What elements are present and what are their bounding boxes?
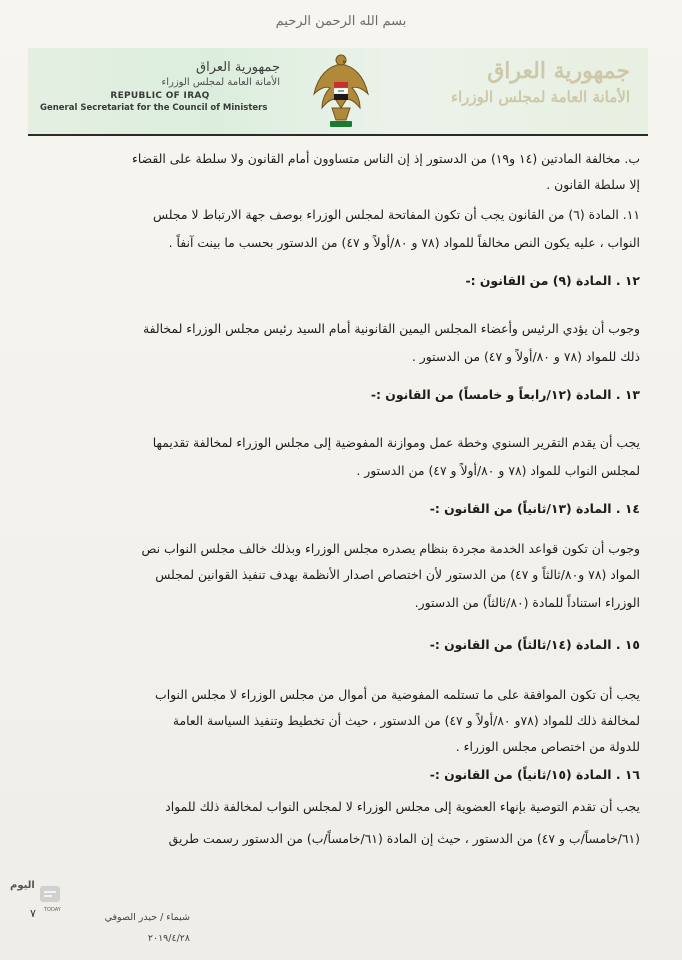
letterhead	[28, 48, 648, 136]
body-line: (٦١/خامساً/ب و ٤٧) من الدستور ، حيث إن المادة (٦١/خامساً/ب) من الدستور رسمت طريق	[168, 831, 640, 846]
section-heading: ١٣ . المادة (١٢/رابعاً و خامساً) من القانون :-	[370, 387, 640, 402]
body-line: لمجلس النواب للمواد (٧٨ و ٨٠/أولاً و ٤٧) من الدستور .	[356, 463, 640, 478]
body-line: للدولة من اختصاص مجلس الوزراء .	[455, 739, 640, 754]
letterhead-country-ar: جمهورية العراق	[196, 60, 280, 75]
section-heading: ١٦ . المادة (١٥/ثانياً) من القانون :-	[429, 767, 640, 782]
letterhead-country-en: REPUBLIC OF IRAQ	[110, 91, 210, 101]
body-line: وجوب أن تكون قواعد الخدمة مجردة بنظام يصدره مجلس الوزراء وبذلك خالف مجلس النواب نص	[141, 541, 640, 556]
letterhead-left	[40, 60, 280, 113]
body-line: الوزراء استناداً للمادة (٨٠/ثالثاً) من الدستور.	[414, 595, 640, 610]
letterhead-office-ar: الأمانة العامة لمجلس الوزراء	[161, 77, 280, 88]
basmala: بسم الله الرحمن الرحيم	[275, 14, 407, 29]
letterhead-right	[450, 58, 630, 106]
body-line: لمخالفة ذلك للمواد (٧٨و ٨٠/أولاً و ٤٧) من الدستور ، حيث أن تخطيط وتنفيذ السياسة العامة	[172, 713, 640, 728]
letterhead-right-subtitle: الأمانة العامة لمجلس الوزراء	[450, 88, 630, 106]
signature-date: ٢٠١٩/٤/٢٨	[147, 933, 190, 944]
letterhead-office-en: General Secretariat for the Council of Ministers	[40, 103, 268, 113]
body-line: النواب ، عليه يكون النص مخالفاً للمواد (٧٨ و ٨٠/أولاً و ٤٧) من الدستور بحسب ما بينت آنفاً .	[168, 235, 640, 250]
body-line: يجب أن تكون الموافقة على ما تستلمه المفوضية من أموال من مجلس الوزراء لا مجلس النواب	[155, 687, 640, 702]
letterhead-right-title: جمهورية العراق	[487, 58, 630, 84]
page-number: ٧	[30, 907, 36, 920]
body-line: ب. مخالفة المادتين (١٤ و١٩) من الدستور إذ إن الناس متساوون أمام القانون ولا سلطة على القضاء	[132, 151, 640, 166]
body-line: ١١. المادة (٦) من القانون يجب أن تكون المفاتحة لمجلس الوزراء بوصف جهة الارتباط لا مجلس	[153, 207, 640, 222]
body-line: يجب أن يقدم التقرير السنوي وخطة عمل وموازنة المفوضية إلى مجلس الوزراء لمخالفة تقديمها	[152, 435, 640, 450]
watermark-title: اليوم	[10, 880, 35, 891]
section-heading: ١٢ . المادة (٩) من القانون :-	[465, 273, 640, 288]
iraq-eagle-emblem-icon	[310, 48, 372, 134]
signature-name: شيماء / حيدر الصوفي	[104, 912, 190, 923]
signature-block	[80, 912, 190, 944]
body-line: وجوب أن يؤدي الرئيس وأعضاء المجلس اليمين القانونية أمام السيد رئيس مجلس الوزراء لمخالفة	[142, 321, 640, 336]
section-heading: ١٤ . المادة (١٣/ثانياً) من القانون :-	[429, 501, 640, 516]
body-line: يجب أن تقدم التوصية بإنهاء العضوية إلى مجلس الوزراء لا لمجلس النواب لمخالفة ذلك للمواد	[165, 799, 640, 814]
body-line: ذلك للمواد (٧٨ و ٨٠/أولاً و ٤٧) من الدستور .	[411, 349, 640, 364]
body-line: المواد (٧٨ و٨٠/ثالثاً و ٤٧) من الدستور لأن اختصاص اصدار الأنظمة بهدف تنفيذ القوانين لمجلس	[155, 567, 640, 582]
section-heading: ١٥ . المادة (١٤/ثالثاً) من القانون :-	[429, 637, 640, 652]
watermark-subtitle: TODAY	[44, 907, 61, 913]
body-line: إلا سلطة القانون .	[546, 177, 640, 192]
